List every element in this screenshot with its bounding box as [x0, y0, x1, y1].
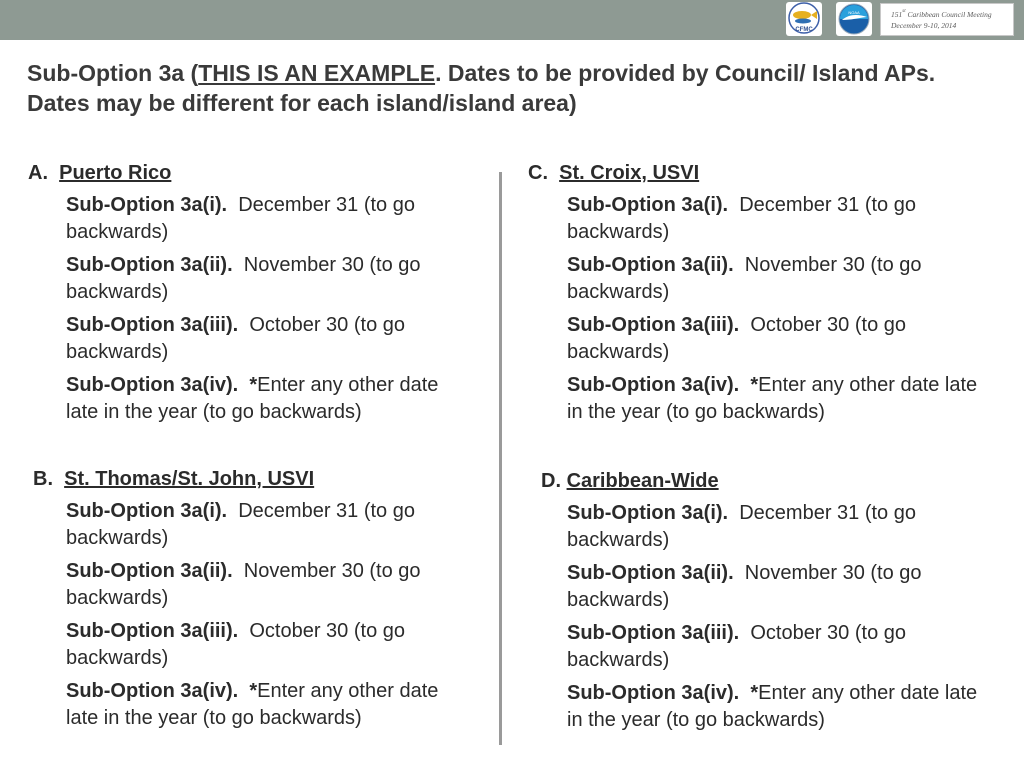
- section-heading: [28, 161, 478, 185]
- sub-option-item: Sub-Option 3a(i). December 31 (to go backwards): [567, 502, 916, 551]
- sub-option-item: Sub-Option 3a(iii). October 30 (to go backwards): [66, 620, 405, 669]
- cfmc-logo: [786, 2, 822, 36]
- sub-option-item: Sub-Option 3a(iii). October 30 (to go backwards): [66, 314, 405, 363]
- meeting-info-box: [880, 3, 1014, 36]
- section-letter: A.: [28, 162, 48, 184]
- section-heading: [33, 467, 483, 491]
- sub-option-item: Sub-Option 3a(iv). *Enter any other date late in the year (to go backwards): [567, 374, 978, 423]
- sub-option-item: Sub-Option 3a(iv). *Enter any other date late in the year (to go backwards): [567, 682, 978, 731]
- section-letter: D.: [541, 470, 561, 492]
- sub-option-item: Sub-Option 3a(iv). *Enter any other date late in the year (to go backwards): [66, 680, 439, 729]
- column-divider: [499, 172, 502, 745]
- sub-option-item: Sub-Option 3a(ii). November 30 (to go backwards): [567, 562, 922, 611]
- section-place: St. Thomas/St. John, USVI: [64, 468, 315, 490]
- section-st-thomas-st-john: [33, 467, 483, 732]
- noaa-logo-text: NOAA: [848, 10, 860, 15]
- sub-option-item: Sub-Option 3a(ii). November 30 (to go backwards): [66, 560, 421, 609]
- section-place: Caribbean-Wide: [566, 470, 719, 492]
- noaa-logo: [836, 2, 872, 36]
- section-place: Puerto Rico: [59, 162, 172, 184]
- sub-option-item: Sub-Option 3a(i). December 31 (to go backwards): [567, 194, 916, 243]
- sub-option-item: Sub-Option 3a(iii). October 30 (to go backwards): [567, 622, 906, 671]
- sub-option-item: Sub-Option 3a(iii). October 30 (to go backwards): [567, 314, 906, 363]
- noaa-bird-icon: [836, 2, 872, 36]
- section-puerto-rico: [28, 161, 478, 426]
- cfmc-fish-icon: [786, 2, 822, 36]
- section-st-croix: [528, 161, 998, 426]
- section-letter: C.: [528, 162, 548, 184]
- cfmc-logo-text: CFMC: [795, 27, 813, 33]
- section-place: St. Croix, USVI: [559, 162, 700, 184]
- title-emphasis: THIS IS AN EXAMPLE: [198, 60, 436, 86]
- sub-option-item: Sub-Option 3a(ii). November 30 (to go backwards): [66, 254, 421, 303]
- page-title: Sub-Option 3a (THIS IS AN EXAMPLE. Dates to be provided by Council/ Island APs. Dates may be different for each island/island area): [27, 60, 936, 116]
- meeting-title: 151st Caribbean Council Meeting: [891, 9, 992, 19]
- section-heading: [541, 469, 1011, 493]
- sub-option-item: Sub-Option 3a(iv). *Enter any other date late in the year (to go backwards): [66, 374, 439, 423]
- section-letter: B.: [33, 468, 53, 490]
- sub-option-item: Sub-Option 3a(ii). November 30 (to go backwards): [567, 254, 922, 303]
- sub-option-item: Sub-Option 3a(i). December 31 (to go backwards): [66, 194, 415, 243]
- sub-option-item: Sub-Option 3a(i). December 31 (to go backwards): [66, 500, 415, 549]
- section-heading: [528, 161, 998, 185]
- meeting-dates: December 9-10, 2014: [891, 21, 957, 30]
- section-caribbean-wide: [541, 469, 1011, 734]
